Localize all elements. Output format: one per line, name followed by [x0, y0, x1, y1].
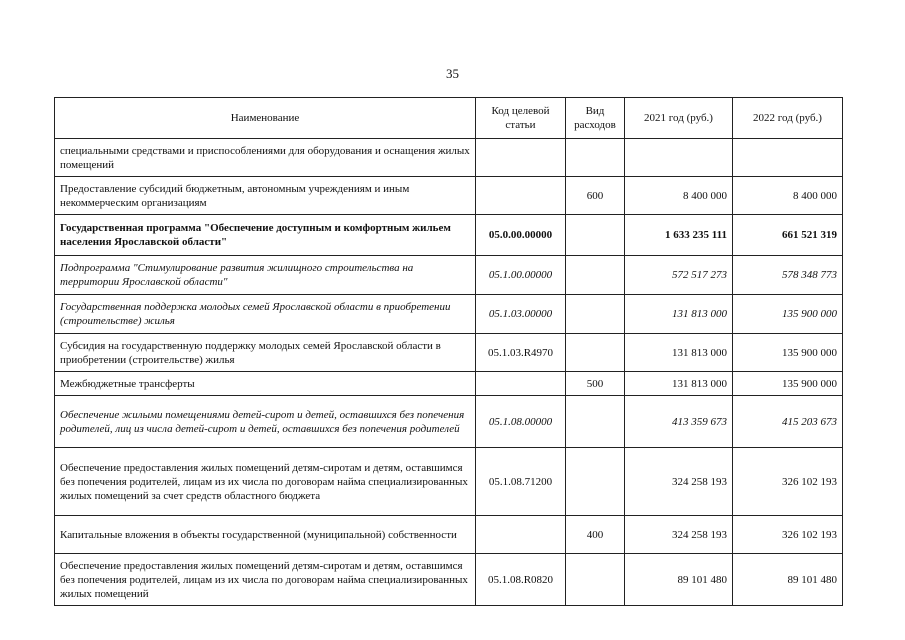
row-type [566, 448, 625, 516]
row-code [476, 372, 566, 396]
row-type: 600 [566, 177, 625, 215]
table-header-row [55, 98, 843, 139]
row-name: Обеспечение жилыми помещениями детей-сирот и детей, оставшихся без попечения родителей, лиц из числа детей-сирот и детей, оставшихся без попечения родителей [55, 396, 476, 448]
table-row [55, 177, 843, 215]
row-2021: 413 359 673 [625, 396, 733, 448]
row-type [566, 334, 625, 372]
row-name: Обеспечение предоставления жилых помещений детям-сиротам и детям, оставшимся без попечения родителей, лицам из их числа по договорам найма специализированных жилых помещений за счет средств областного бюджета [55, 448, 476, 516]
row-2021: 8 400 000 [625, 177, 733, 215]
row-code [476, 139, 566, 177]
row-code: 05.1.08.00000 [476, 396, 566, 448]
row-type [566, 396, 625, 448]
row-2022 [733, 139, 843, 177]
row-2022: 326 102 193 [733, 448, 843, 516]
table-row [55, 139, 843, 177]
row-name: Предоставление субсидий бюджетным, автономным учреждениям и иным некоммерческим организациям [55, 177, 476, 215]
row-2021: 324 258 193 [625, 516, 733, 554]
row-2021: 131 813 000 [625, 334, 733, 372]
row-code: 05.1.08.R0820 [476, 554, 566, 606]
table-row [55, 448, 843, 516]
row-2022: 89 101 480 [733, 554, 843, 606]
row-type: 400 [566, 516, 625, 554]
row-code: 05.1.00.00000 [476, 256, 566, 295]
row-name: Государственная поддержка молодых семей Ярославской области в приобретении (строительстве) жилья [55, 295, 476, 334]
row-type [566, 554, 625, 606]
row-name: Подпрограмма "Стимулирование развития жилищного строительства на территории Ярославской области" [55, 256, 476, 295]
table-row [55, 215, 843, 256]
row-2022: 135 900 000 [733, 295, 843, 334]
row-name: Капитальные вложения в объекты государственной (муниципальной) собственности [55, 516, 476, 554]
row-type [566, 215, 625, 256]
row-code [476, 516, 566, 554]
header-2021: 2021 год (руб.) [625, 98, 733, 139]
table-row [55, 396, 843, 448]
row-code: 05.1.03.00000 [476, 295, 566, 334]
row-name: Субсидия на государственную поддержку молодых семей Ярославской области в приобретении (строительстве) жилья [55, 334, 476, 372]
row-2022: 415 203 673 [733, 396, 843, 448]
row-2021: 131 813 000 [625, 372, 733, 396]
row-2022: 326 102 193 [733, 516, 843, 554]
header-type: Вид расходов [566, 98, 625, 139]
row-name: Межбюджетные трансферты [55, 372, 476, 396]
row-2021 [625, 139, 733, 177]
row-code: 05.1.08.71200 [476, 448, 566, 516]
header-2022: 2022 год (руб.) [733, 98, 843, 139]
row-2021: 324 258 193 [625, 448, 733, 516]
table-row [55, 334, 843, 372]
row-name: специальными средствами и приспособлениями для оборудования и оснащения жилых помещений [55, 139, 476, 177]
page-number: 35 [446, 66, 459, 81]
row-type: 500 [566, 372, 625, 396]
row-2021: 89 101 480 [625, 554, 733, 606]
row-type [566, 256, 625, 295]
row-type [566, 295, 625, 334]
row-type [566, 139, 625, 177]
table-row [55, 256, 843, 295]
row-code: 05.0.00.00000 [476, 215, 566, 256]
row-2022: 135 900 000 [733, 334, 843, 372]
table-row [55, 295, 843, 334]
row-name: Обеспечение предоставления жилых помещений детям-сиротам и детям, оставшимся без попечения родителей, лицам из их числа по договорам найма специализированных жилых помещений [55, 554, 476, 606]
row-2021: 131 813 000 [625, 295, 733, 334]
row-name: Государственная программа "Обеспечение доступным и комфортным жильем населения Ярославской области" [55, 215, 476, 256]
budget-table [54, 97, 843, 606]
row-2022: 661 521 319 [733, 215, 843, 256]
row-2021: 1 633 235 111 [625, 215, 733, 256]
row-code: 05.1.03.R4970 [476, 334, 566, 372]
row-2022: 135 900 000 [733, 372, 843, 396]
table-row [55, 554, 843, 606]
row-2021: 572 517 273 [625, 256, 733, 295]
table-row [55, 516, 843, 554]
header-code: Код целевой статьи [476, 98, 566, 139]
row-2022: 8 400 000 [733, 177, 843, 215]
table-row [55, 372, 843, 396]
row-2022: 578 348 773 [733, 256, 843, 295]
row-code [476, 177, 566, 215]
header-name: Наименование [55, 98, 476, 139]
